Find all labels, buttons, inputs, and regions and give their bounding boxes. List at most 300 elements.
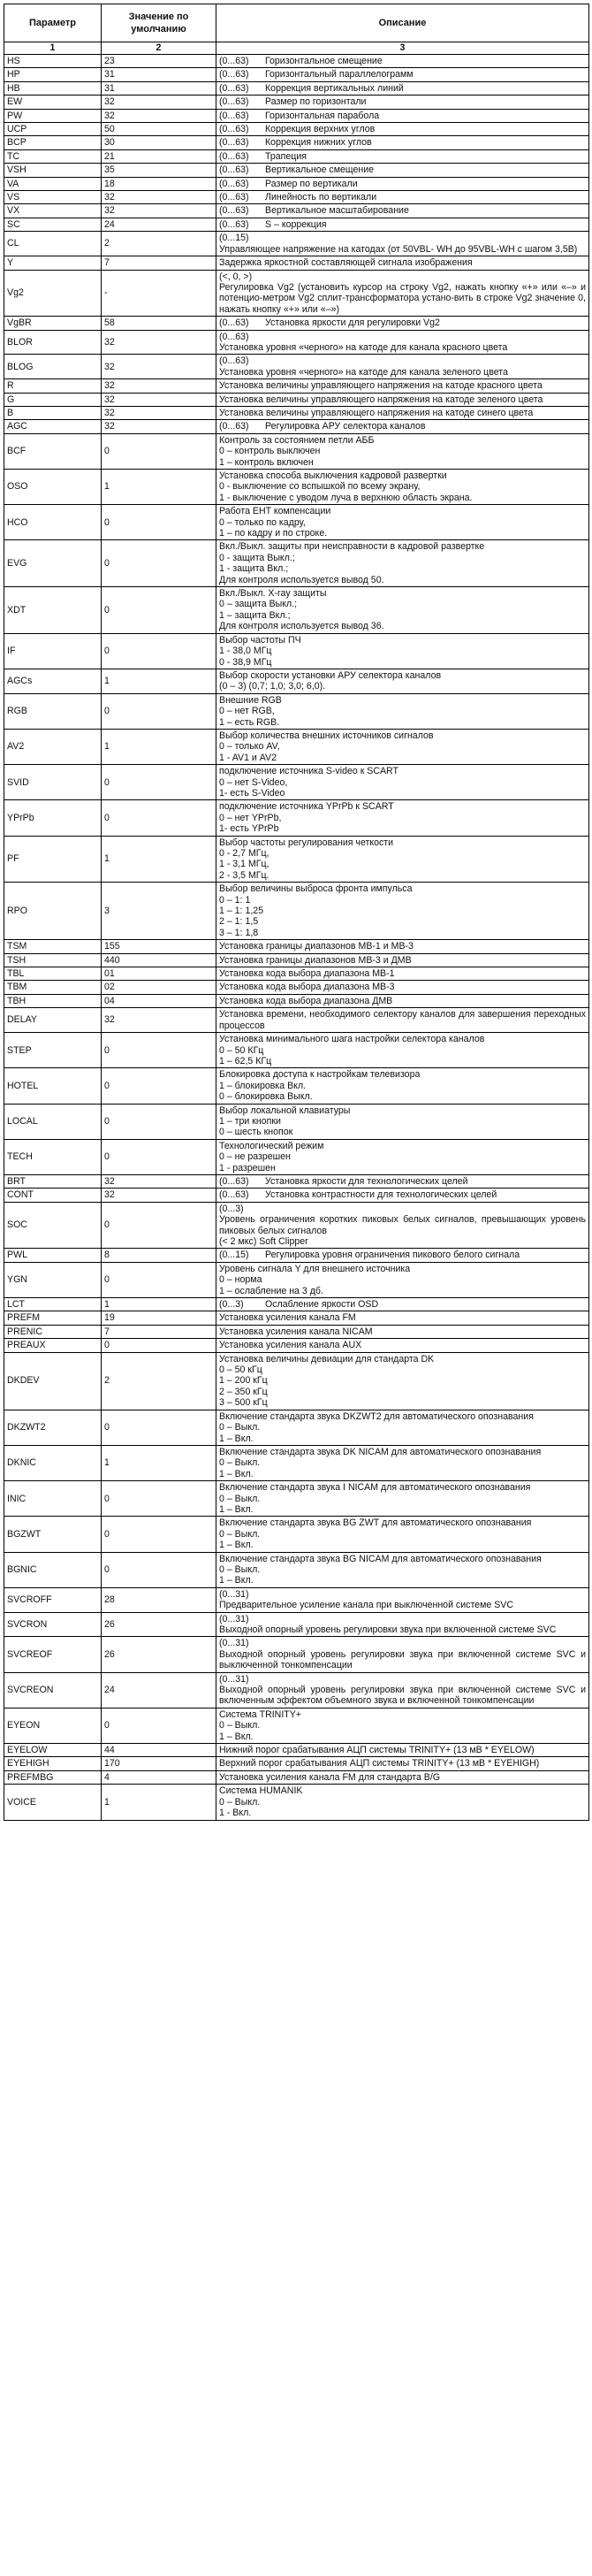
description-line: Выходной опорный уровень регулировки звука при включенной системе SVC и выключенной тонкомпенсации: [219, 1648, 586, 1671]
description-line: Установка времени, необходимого селектору каналов для завершения переходных процессов: [219, 1009, 586, 1031]
description-cell: [216, 1139, 589, 1174]
parameter-name: XDT: [4, 587, 102, 634]
parameter-name: TSM: [4, 940, 102, 953]
table-row: [4, 633, 589, 669]
table-header: [4, 4, 589, 55]
description-line: Установка усиления канала NICAM: [219, 1326, 373, 1337]
description-line: Выбор скорости установки АРУ селектора каналов: [219, 669, 442, 681]
default-value: 0: [102, 633, 216, 669]
default-value: 26: [102, 1637, 216, 1672]
description-line: Коррекция верхних углов: [265, 124, 376, 135]
value-range: (0...31): [219, 1638, 249, 1649]
description-cell: [216, 470, 589, 505]
description-line: 0 – защита Выкл.;: [219, 599, 298, 610]
table-row: [4, 355, 589, 379]
description-line: Управляющее напряжение на катодах (от 50VBL- WH до 95VBL-WH с шагом 3,5В): [219, 243, 578, 255]
default-value: 32: [102, 406, 216, 419]
description-line: Работа EHT компенсации: [219, 506, 331, 517]
description-line: Выбор частоты регулирования четкости: [219, 837, 394, 848]
description-line: 0 - защита Выкл.;: [219, 552, 295, 563]
description-line: 1 - защита Вкл.;: [219, 563, 289, 575]
parameter-name: EW: [4, 96, 102, 109]
parameter-name: DELAY: [4, 1008, 102, 1033]
table-row: [4, 729, 589, 764]
description-line: (0 – 3) (0,7; 1,0; 3,0; 6,0).: [219, 681, 326, 692]
description-line: 1- есть S-Video: [219, 787, 285, 799]
description-cell: [216, 1352, 589, 1410]
description-line: 1 – защита Вкл.;: [219, 609, 291, 621]
description-cell: [216, 1744, 589, 1757]
description-line: 1 – Вкл.: [219, 1731, 254, 1742]
description-cell: [216, 693, 589, 729]
parameter-name: VS: [4, 191, 102, 204]
description-cell: [216, 800, 589, 836]
description-cell: [216, 1008, 589, 1033]
parameter-name: SVID: [4, 765, 102, 800]
table-row: [4, 1708, 589, 1743]
default-value: 31: [102, 68, 216, 81]
table-row: [4, 109, 589, 122]
default-value: 50: [102, 123, 216, 136]
description-line: Внешние RGB: [219, 694, 282, 706]
table-row: [4, 800, 589, 836]
description-line: Блокировка доступа к настройкам телевизора: [219, 1069, 421, 1081]
description-line: Регулировка уровня ограничения пикового белого сигнала: [265, 1250, 520, 1261]
description-cell: [216, 1033, 589, 1068]
description-cell: [216, 1552, 589, 1587]
value-range: (0...63): [219, 82, 249, 94]
parameter-name: BCF: [4, 433, 102, 469]
parameter-name: SVCRON: [4, 1612, 102, 1637]
description-line: 1 - 3,1 МГц,: [219, 859, 269, 870]
table-row: [4, 136, 589, 149]
parameter-name: STEP: [4, 1033, 102, 1068]
description-cell: [216, 109, 589, 122]
description-cell: [216, 836, 589, 883]
parameter-name: LOCAL: [4, 1104, 102, 1139]
table-row: [4, 1325, 589, 1338]
default-value: 32: [102, 204, 216, 218]
table-row: [4, 1202, 589, 1249]
description-line: Уровень сигнала Y для внешнего источника: [219, 1263, 411, 1274]
default-value: 2: [102, 232, 216, 256]
description-cell: [216, 633, 589, 669]
default-value: 4: [102, 1770, 216, 1784]
table-row: [4, 149, 589, 163]
table-row: [4, 1785, 589, 1820]
description-line: Установка яркости для технологических целей: [265, 1175, 468, 1187]
table-row: [4, 1352, 589, 1410]
parameter-name: EVG: [4, 540, 102, 587]
description-cell: [216, 123, 589, 136]
description-line: 0 – Выкл.: [219, 1796, 261, 1808]
default-value: 0: [102, 1552, 216, 1587]
table-row: [4, 1139, 589, 1174]
default-value: 0: [102, 1262, 216, 1297]
default-value: 32: [102, 420, 216, 433]
description-line: 0 - выключение со вспышкой по всему экрану,: [219, 481, 421, 493]
table-row: [4, 1744, 589, 1757]
description-line: Горизонтальный параллелограмм: [265, 69, 414, 80]
parameter-name: HB: [4, 81, 102, 95]
default-value: 440: [102, 953, 216, 967]
description-line: 0 – не разрешен: [219, 1151, 291, 1163]
description-line: Выбор локальной клавиатуры: [219, 1105, 351, 1116]
default-value: 0: [102, 1202, 216, 1249]
description-cell: [216, 218, 589, 231]
description-line: Технологический режим: [219, 1140, 324, 1151]
description-line: 1 - 38,0 МГц: [219, 646, 272, 657]
parameter-name: BGNIC: [4, 1552, 102, 1587]
parameter-name: VSH: [4, 164, 102, 177]
description-cell: [216, 177, 589, 190]
parameter-name: R: [4, 379, 102, 393]
description-line: Предварительное усиление канала при выключенной системе SVC: [219, 1600, 513, 1611]
default-value: 28: [102, 1587, 216, 1612]
description-line: 0 – Выкл.: [219, 1563, 261, 1575]
table-row: [4, 1104, 589, 1139]
description-line: Трапеция: [265, 150, 307, 162]
table-row: [4, 123, 589, 136]
header-default-value: Значение по умолчанию: [102, 4, 216, 42]
parameter-name: VgBR: [4, 317, 102, 330]
default-value: 0: [102, 540, 216, 587]
description-cell: [216, 164, 589, 177]
description-line: Установка уровня «черного» на катоде для канала красного цвета: [219, 341, 508, 353]
parameter-name: LCT: [4, 1298, 102, 1311]
description-line: 1 - разрешен: [219, 1162, 276, 1173]
parameter-name: BGZWT: [4, 1517, 102, 1552]
parameter-name: PW: [4, 109, 102, 122]
table-row: [4, 1298, 589, 1311]
description-line: 0 - 2,7 МГц,: [219, 848, 269, 859]
description-line: Вкл./Выкл. защиты при неисправности в кадровой развертке: [219, 541, 485, 553]
value-range: (0...63): [219, 355, 249, 367]
parameter-name: Vg2: [4, 270, 102, 317]
table-row: [4, 204, 589, 218]
description-cell: [216, 981, 589, 994]
description-cell: [216, 393, 589, 406]
default-value: 31: [102, 81, 216, 95]
description-cell: [216, 1785, 589, 1820]
table-body: [4, 55, 589, 1821]
table-row: [4, 164, 589, 177]
description-line: 1 – три кнопки: [219, 1115, 281, 1127]
table-row: [4, 55, 589, 68]
description-line: Горизонтальное смещение: [265, 56, 383, 66]
description-line: Размер по вертикали: [265, 178, 358, 189]
default-value: 170: [102, 1757, 216, 1770]
default-value: 0: [102, 1139, 216, 1174]
description-line: Выходной опорный уровень регулировки звука при включенной системе SVC: [219, 1624, 557, 1635]
parameter-name: DKDEV: [4, 1352, 102, 1410]
description-line: 0 – нет YPrPb,: [219, 812, 282, 823]
description-cell: [216, 765, 589, 800]
value-range: (0...63): [219, 331, 249, 342]
value-range: (0...63): [219, 1189, 249, 1201]
description-line: 0 - 38,9 МГц: [219, 656, 272, 668]
table-row: [4, 330, 589, 355]
parameter-name: AGC: [4, 420, 102, 433]
parameter-name: PREFMBG: [4, 1770, 102, 1784]
table-row: [4, 1612, 589, 1637]
description-cell: [216, 420, 589, 433]
table-row: [4, 1552, 589, 1587]
description-line: 1 – есть RGB.: [219, 716, 280, 728]
parameter-name: EYEHIGH: [4, 1757, 102, 1770]
table-row: [4, 1410, 589, 1445]
description-line: 1 – блокировка Вкл.: [219, 1080, 307, 1091]
description-line: Включение стандарта звука DKZWT2 для автоматического опознавания: [219, 1410, 534, 1422]
default-value: 1: [102, 669, 216, 693]
table-row: [4, 540, 589, 587]
description-line: Установка кода выбора диапазона МВ-1: [219, 968, 395, 980]
value-range: (0...31): [219, 1613, 249, 1624]
description-line: Установка усиления канала FM для стандарта B/G: [219, 1771, 441, 1783]
table-row: [4, 81, 589, 95]
description-line: 0 – нет S-Video,: [219, 776, 288, 788]
description-cell: [216, 1311, 589, 1325]
description-line: 1 – Вкл.: [219, 1503, 254, 1515]
description-line: 0 – 50 кГц: [219, 1364, 262, 1376]
table-row: [4, 1262, 589, 1297]
description-cell: [216, 379, 589, 393]
description-line: Установка границы диапазонов МВ-3 и ДМВ: [219, 954, 412, 966]
description-cell: [216, 1174, 589, 1188]
description-line: Вертикальное масштабирование: [265, 205, 409, 217]
description-line: 1 – 200 кГц: [219, 1375, 268, 1387]
parameter-name: BCP: [4, 136, 102, 149]
value-range: (0...63): [219, 137, 249, 149]
header-parameter: Параметр: [4, 4, 102, 42]
description-line: 1 – Вкл.: [219, 1540, 254, 1551]
default-value: 04: [102, 994, 216, 1007]
default-value: 32: [102, 330, 216, 355]
description-cell: [216, 1249, 589, 1262]
header-column-number-3: 3: [216, 42, 589, 55]
description-line: Установка уровня «черного» на катоде для канала зеленого цвета: [219, 366, 508, 378]
description-line: Установка минимального шага настройки селектора каналов: [219, 1034, 485, 1045]
description-line: 1 – контроль включен: [219, 456, 314, 468]
table-row: [4, 177, 589, 190]
default-value: -: [102, 270, 216, 317]
value-range: (0...63): [219, 164, 249, 176]
description-cell: [216, 883, 589, 940]
table-row: [4, 967, 589, 981]
description-line: Включение стандарта звука I NICAM для автоматического опознавания: [219, 1482, 531, 1494]
table-row: [4, 96, 589, 109]
default-value: 0: [102, 1708, 216, 1743]
description-cell: [216, 1202, 589, 1249]
description-line: 0 – контроль выключен: [219, 446, 321, 457]
default-value: 32: [102, 109, 216, 122]
table-row: [4, 1770, 589, 1784]
parameter-name: SOC: [4, 1202, 102, 1249]
value-range: (0...63): [219, 96, 249, 108]
default-value: 155: [102, 940, 216, 953]
table-row: [4, 420, 589, 433]
description-cell: [216, 330, 589, 355]
description-line: подключение источника YPrPb к SCART: [219, 801, 394, 813]
description-line: Выбор величины выброса фронта импульса: [219, 883, 413, 895]
parameter-name: PRENIC: [4, 1325, 102, 1338]
description-cell: [216, 1587, 589, 1612]
description-cell: [216, 729, 589, 764]
parameter-name: DKZWT2: [4, 1410, 102, 1445]
description-cell: [216, 1339, 589, 1352]
parameter-name: PF: [4, 836, 102, 883]
default-value: 23: [102, 55, 216, 68]
description-cell: [216, 433, 589, 469]
parameter-name: G: [4, 393, 102, 406]
description-line: 3 – 500 кГц: [219, 1397, 268, 1409]
description-line: 0 – Выкл.: [219, 1457, 261, 1469]
description-line: 1 – по кадру и по строке.: [219, 528, 328, 539]
parameter-name: IF: [4, 633, 102, 669]
default-value: 44: [102, 1744, 216, 1757]
description-line: Размер по горизонтали: [265, 96, 367, 108]
description-cell: [216, 940, 589, 953]
parameter-name: SVCREOF: [4, 1637, 102, 1672]
parameter-name: AGCs: [4, 669, 102, 693]
description-cell: [216, 1262, 589, 1297]
parameter-name: SVCROFF: [4, 1587, 102, 1612]
default-value: 0: [102, 693, 216, 729]
description-line: 0 – 1: 1: [219, 894, 251, 906]
description-cell: [216, 1612, 589, 1637]
description-line: Установка усиления канала AUX: [219, 1340, 362, 1351]
table-row: [4, 883, 589, 940]
default-value: 0: [102, 587, 216, 634]
table-row: [4, 1637, 589, 1672]
default-value: 32: [102, 1174, 216, 1188]
default-value: 32: [102, 96, 216, 109]
value-range: (0...15): [219, 233, 249, 244]
description-cell: [216, 1068, 589, 1104]
parameter-name: B: [4, 406, 102, 419]
parameter-name: INIC: [4, 1481, 102, 1517]
table-row: [4, 256, 589, 270]
value-range: (0...63): [219, 218, 249, 230]
description-line: Установка величины девиации для стандарта DK: [219, 1353, 435, 1364]
description-line: Выбор частоты ПЧ: [219, 634, 301, 646]
description-line: Установка кода выбора диапазона МВ-3: [219, 982, 395, 993]
parameter-name: VX: [4, 204, 102, 218]
description-line: Для контроля используется вывод 36.: [219, 621, 384, 632]
parameter-name: CL: [4, 232, 102, 256]
description-cell: [216, 1637, 589, 1672]
parameter-name: UCP: [4, 123, 102, 136]
default-value: 2: [102, 1352, 216, 1410]
description-cell: [216, 1770, 589, 1784]
description-cell: [216, 1410, 589, 1445]
default-value: 26: [102, 1612, 216, 1637]
description-cell: [216, 1481, 589, 1517]
description-line: Установка усиления канала FM: [219, 1312, 356, 1324]
description-cell: [216, 1517, 589, 1552]
description-cell: [216, 204, 589, 218]
default-value: 0: [102, 1104, 216, 1139]
default-value: 1: [102, 729, 216, 764]
description-line: Вертикальное смещение: [265, 164, 375, 176]
description-cell: [216, 1445, 589, 1480]
default-value: 0: [102, 1517, 216, 1552]
parameter-name: HS: [4, 55, 102, 68]
header-description: Описание: [216, 4, 589, 42]
default-value: 0: [102, 1033, 216, 1068]
default-value: 0: [102, 505, 216, 540]
description-line: Включение стандарта звука BG ZWT для автоматического опознавания: [219, 1517, 532, 1529]
description-line: 1- есть YPrPb: [219, 823, 279, 835]
description-line: Горизонтальная парабола: [265, 110, 380, 121]
description-cell: [216, 1298, 589, 1311]
value-range: (0...3): [219, 1203, 244, 1214]
description-cell: [216, 1708, 589, 1743]
default-value: 0: [102, 1339, 216, 1352]
table-row: [4, 994, 589, 1007]
value-range: (0...15): [219, 1250, 249, 1261]
table-row: [4, 1033, 589, 1068]
default-value: 32: [102, 393, 216, 406]
description-line: Выбор количества внешних источников сигналов: [219, 730, 434, 741]
parameter-name: SC: [4, 218, 102, 231]
description-cell: [216, 149, 589, 163]
table-row: [4, 693, 589, 729]
parameter-name: BLOG: [4, 355, 102, 379]
default-value: 1: [102, 1298, 216, 1311]
description-cell: [216, 406, 589, 419]
parameter-name: PREFM: [4, 1311, 102, 1325]
description-cell: [216, 68, 589, 81]
parameter-table-page: [4, 4, 588, 1821]
description-cell: [216, 1672, 589, 1708]
parameter-name: SVCREON: [4, 1672, 102, 1708]
parameter-name: RPO: [4, 883, 102, 940]
parameter-name: TBH: [4, 994, 102, 1007]
default-value: 32: [102, 355, 216, 379]
description-line: Установка величины управляющего напряжения на катоде синего цвета: [219, 407, 534, 418]
description-line: 0 – Выкл.: [219, 1493, 261, 1504]
default-value: 8: [102, 1249, 216, 1262]
description-line: 0 – только AV,: [219, 741, 280, 753]
default-value: 0: [102, 433, 216, 469]
description-line: Ослабление яркости OSD: [265, 1299, 379, 1311]
description-line: 2 - 3,5 МГц.: [219, 869, 269, 881]
description-cell: [216, 967, 589, 981]
parameter-name: BLOR: [4, 330, 102, 355]
description-line: (< 2 мкс) Soft Clipper: [219, 1236, 308, 1247]
description-line: 1 – Вкл.: [219, 1433, 254, 1444]
description-line: Вкл./Выкл. X-ray защиты: [219, 588, 327, 600]
parameter-name: HCO: [4, 505, 102, 540]
description-line: 1 - AV1 и AV2: [219, 752, 277, 763]
description-line: Линейность по вертикали: [265, 192, 377, 203]
table-row: [4, 433, 589, 469]
description-line: 3 – 1: 1,8: [219, 927, 259, 938]
description-line: Установка кода выбора диапазона ДМВ: [219, 995, 393, 1006]
default-value: 32: [102, 1189, 216, 1202]
parameter-name: YGN: [4, 1262, 102, 1297]
table-row: [4, 379, 589, 393]
parameter-name: HOTEL: [4, 1068, 102, 1104]
table-row: [4, 940, 589, 953]
description-line: 1 – 1: 1,25: [219, 906, 264, 917]
parameter-name: TC: [4, 149, 102, 163]
parameter-name: OSO: [4, 470, 102, 505]
description-cell: [216, 136, 589, 149]
parameter-name: RGB: [4, 693, 102, 729]
table-row: [4, 1481, 589, 1517]
